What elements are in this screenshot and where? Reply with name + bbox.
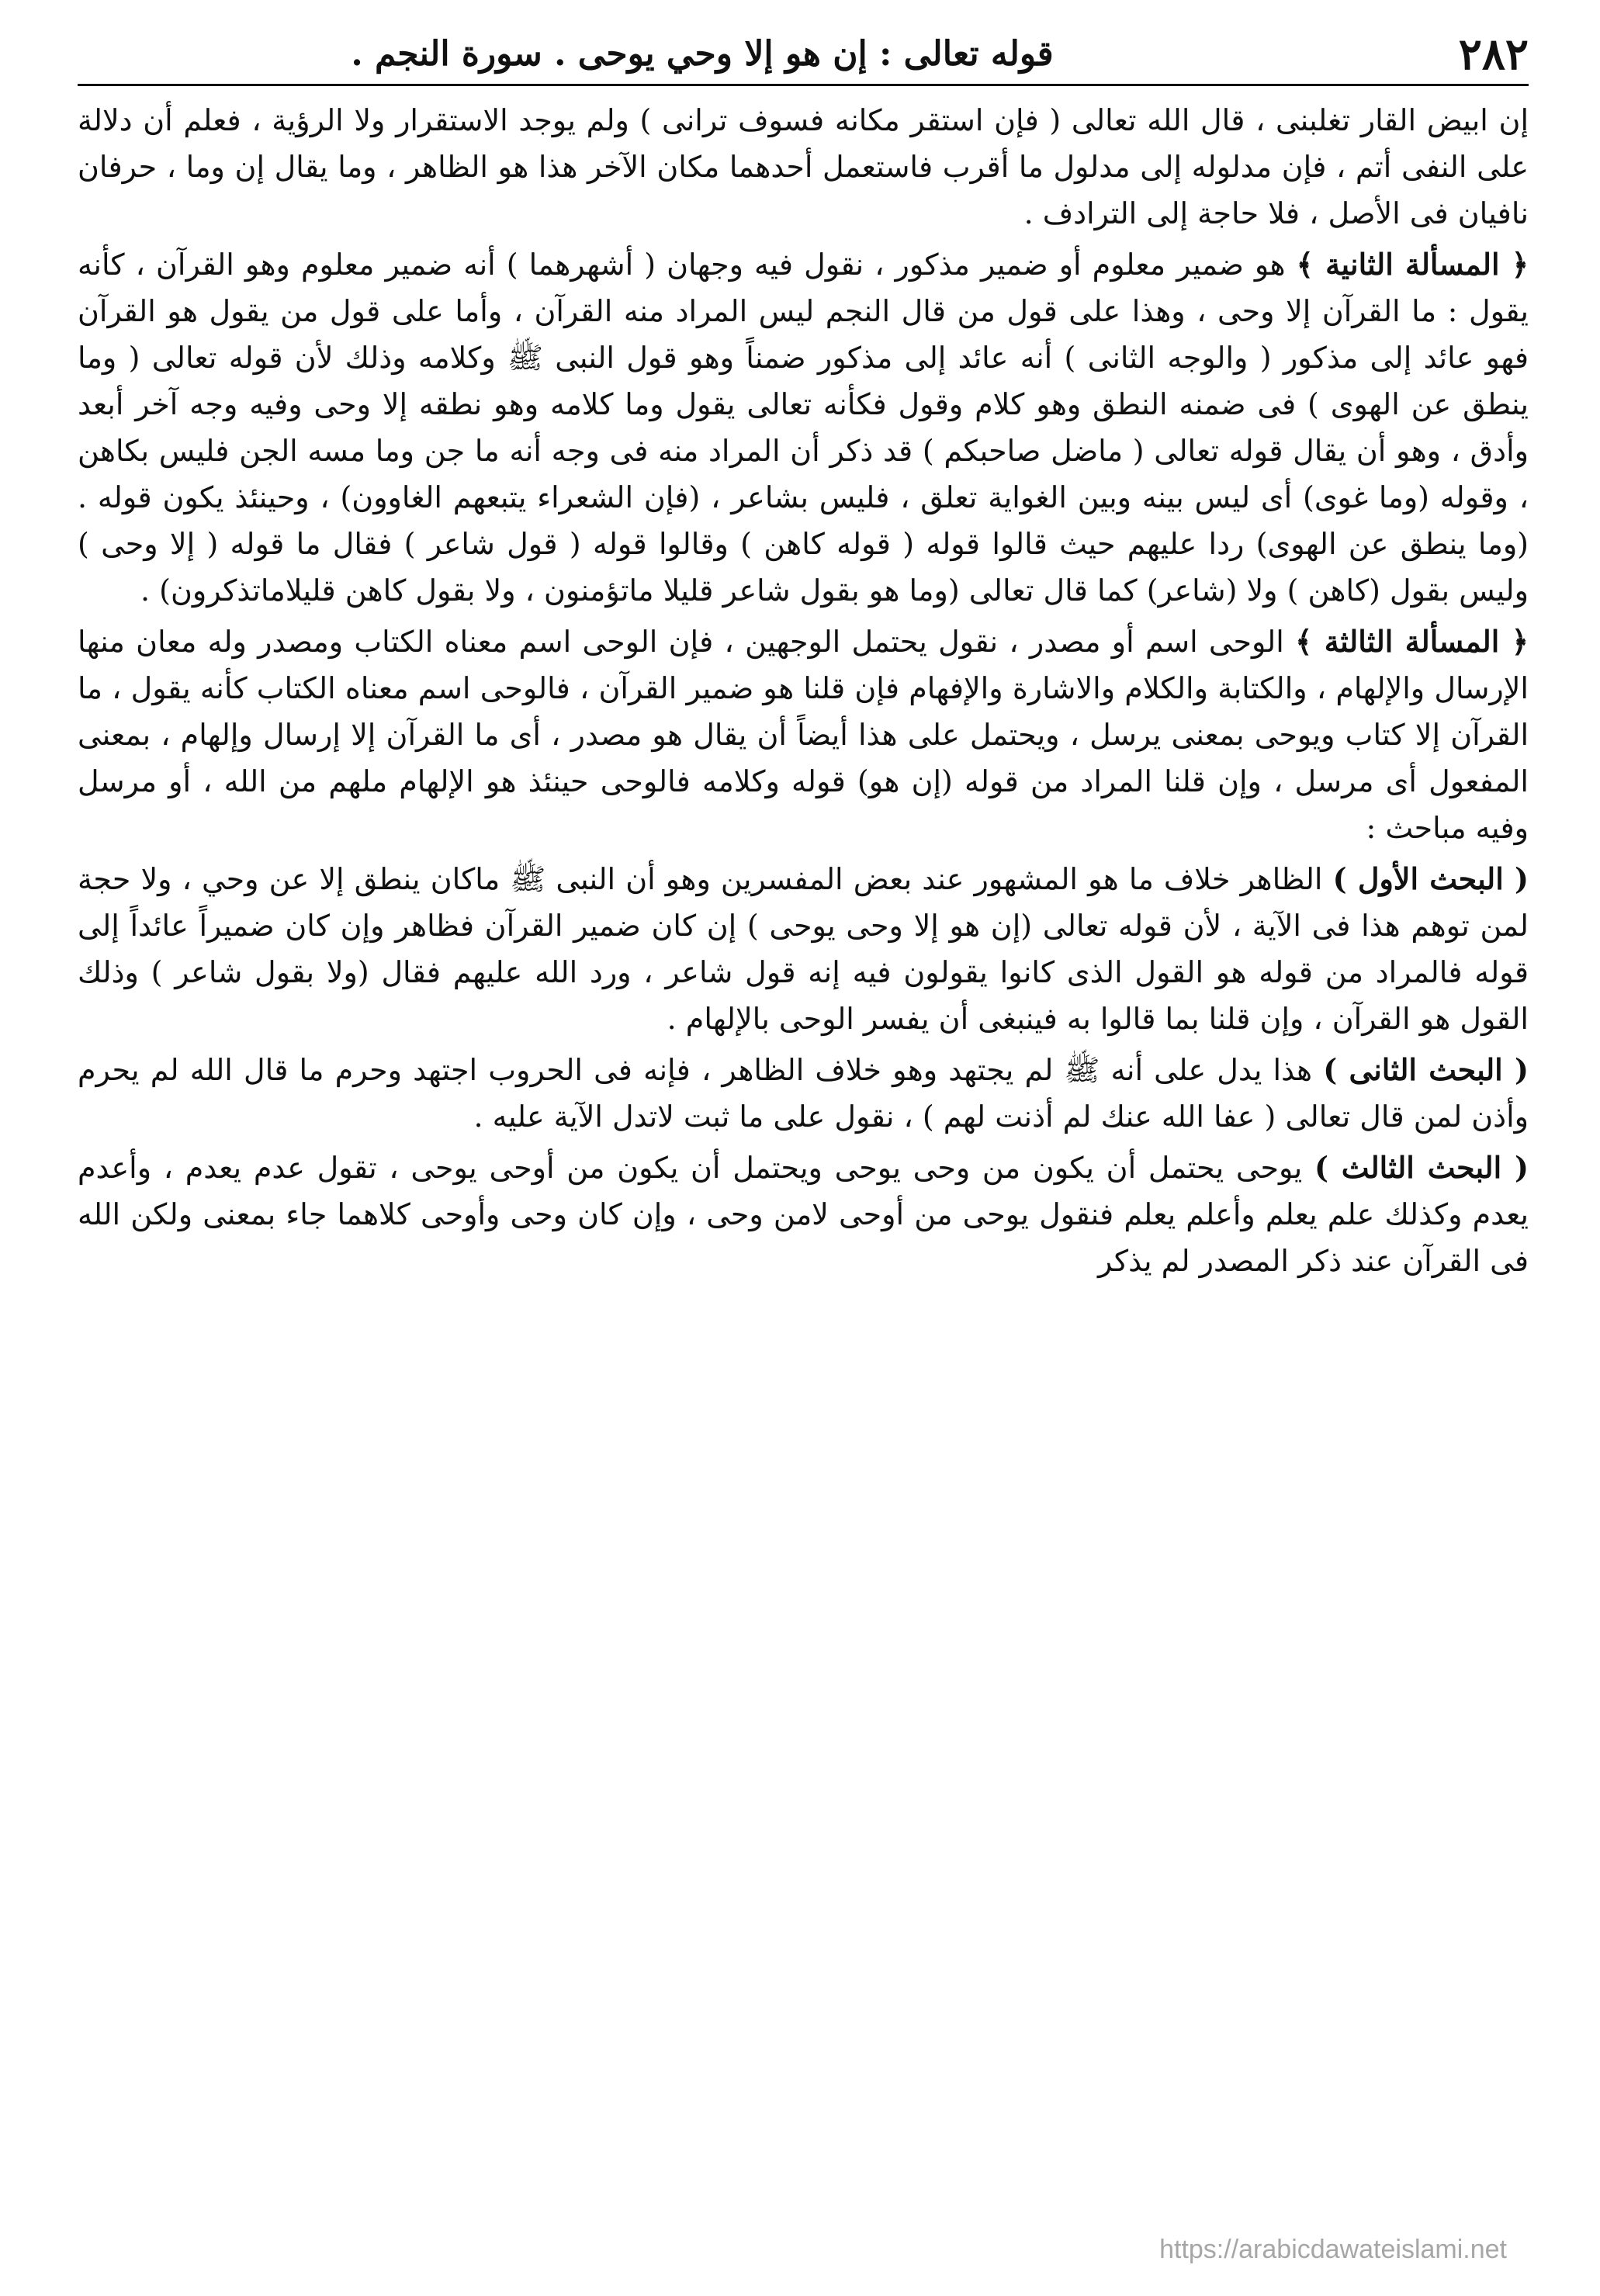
paragraph-1 bbox=[78, 97, 1529, 237]
body-text bbox=[78, 97, 1529, 1284]
running-title: قوله تعالى : إن هو إلا وحي يوحى . سورة النجم . bbox=[351, 34, 1054, 74]
paragraph-2 bbox=[78, 241, 1529, 614]
paragraph-5-text: هذا يدل على أنه ﷺ لم يجتهد وهو خلاف الظاهر ، فإنه فى الحروب اجتهد وحرم ما قال الله لم يحرم وأذن لمن قال تعالى ( عفا الله عنك لم أذنت لهم ) ، نقول على ما ثبت لاتدل الآية عليه . bbox=[78, 1053, 1529, 1134]
page-header bbox=[78, 23, 1529, 85]
section-heading-6: ( البحث الثالث ) bbox=[1314, 1150, 1529, 1185]
watermark-url: https://arabicdawateislami.net bbox=[1159, 2235, 1507, 2264]
paragraph-2-text: هو ضمير معلوم أو ضمير مذكور ، نقول فيه وجهان ( أشهرهما ) أنه ضمير معلوم وهو القرآن ، كأنه يقول : ما القرآن إلا وحى ، وهذا على قول من قال النجم ليس المراد منه القرآن ، وأما على قول من يقول هو القرآن فهو عائد إلى مذكور ( والوجه الثانى ) أنه عائد إلى مذكور ضمناً وهو قول النبى ﷺ وكلامه وذلك لأن قوله تعالى ( وما ينطق عن الهوى ) فى ضمنه النطق وهو كلام وقول فكأنه تعالى يقول وما كلامه وهو نطقه إلا وحى وفيه وجه آخر أبعد وأدق ، وهو أن يقال قوله تعالى ( ماضل صاحبكم ) قد ذكر أن المراد منه فى وجه أنه ما جن وما مسه الجن فليس بكاهن ، وقوله (وما غوى) أى ليس بينه وبين الغواية تعلق ، فليس بشاعر ، (فإن الشعراء يتبعهم الغاوون) ، وحينئذ يكون قوله . (وما ينطق عن الهوى) ردا عليهم حيث قالوا قوله ( قوله كاهن ) وقالوا قوله ( قول شاعر ) فقال ما قوله ( إلا وحى ) وليس بقول (كاهن ) ولا (شاعر) كما قال تعالى (وما هو بقول شاعر قليلا ماتؤمنون ، ولا بقول كاهن قليلاماتذكرون) . bbox=[78, 248, 1529, 608]
paragraph-1-text: إن ابيض القار تغلبنى ، قال الله تعالى ( فإن استقر مكانه فسوف ترانى ) ولم يوجد الاستقرار ولا الرؤية ، فعلم أن دلالة على النفى أتم ، فإن مدلوله إلى مدلول ما أقرب فاستعمل أحدهما مكان الآخر هذا هو الظاهر ، وما يقال إن وما ، حرفان نافيان فى الأصل ، فلا حاجة إلى الترادف . bbox=[78, 103, 1529, 230]
section-heading-4: ( البحث الأول ) bbox=[1332, 861, 1529, 896]
paragraph-6 bbox=[78, 1145, 1529, 1284]
paragraph-6-text: يوحى يحتمل أن يكون من وحى يوحى ويحتمل أن يكون من أوحى يوحى ، تقول عدم يعدم ، وأعدم يعدم وكذلك علم يعلم وأعلم يعلم فنقول يوحى من أوحى لامن وحى ، وإن كان وحى وأوحى كلاهما جاء بمعنى ولكن الله فى القرآن عند ذكر المصدر لم يذكر bbox=[78, 1151, 1529, 1278]
paragraph-3-text: الوحى اسم أو مصدر ، نقول يحتمل الوجهين ، فإن الوحى اسم معناه الكتاب ومصدر وله معان منها الإرسال والإلهام ، والكتابة والكلام والاشارة والإفهام فإن قلنا هو ضمير القرآن ، فالوحى اسم معناه الكتاب كأنه يقول ، ما القرآن إلا كتاب ويوحى بمعنى يرسل ، ويحتمل على هذا أيضاً أن يقال هو مصدر ، أى ما القرآن إلا إرسال وإلهام ، بمعنى المفعول أى مرسل ، وإن قلنا المراد من قوله (إن هو) قوله وكلامه فالوحى حينئذ هو الإلهام ملهم من الله ، أو مرسل وفيه مباحث : bbox=[78, 625, 1529, 845]
section-heading-3: ﴿ المسألة الثالثة ﴾ bbox=[1295, 624, 1529, 659]
header-divider bbox=[78, 84, 1529, 86]
paragraph-5 bbox=[78, 1047, 1529, 1140]
section-heading-2: ﴿ المسألة الثانية ﴾ bbox=[1296, 247, 1529, 282]
page-number: ٢٨٢ bbox=[1458, 29, 1529, 80]
paragraph-4-text: الظاهر خلاف ما هو المشهور عند بعض المفسرين وهو أن النبى ﷺ ماكان ينطق إلا عن وحي ، ولا حجة لمن توهم هذا فى الآية ، لأن قوله تعالى (إن هو إلا وحى يوحى ) إن كان ضمير القرآن فظاهر وإن كان ضميراً عائداً إلى قوله فالمراد من قوله هو القول الذى كانوا يقولون فيه إنه قول شاعر ، ورد الله عليهم فقال (ولا بقول شاعر ) وذلك القول هو القرآن ، وإن قلنا بما قالوا به فينبغى أن يفسر الوحى بالإلهام . bbox=[78, 862, 1529, 1036]
paragraph-4 bbox=[78, 856, 1529, 1042]
section-heading-5: ( البحث الثانى ) bbox=[1323, 1052, 1529, 1087]
paragraph-3 bbox=[78, 618, 1529, 851]
